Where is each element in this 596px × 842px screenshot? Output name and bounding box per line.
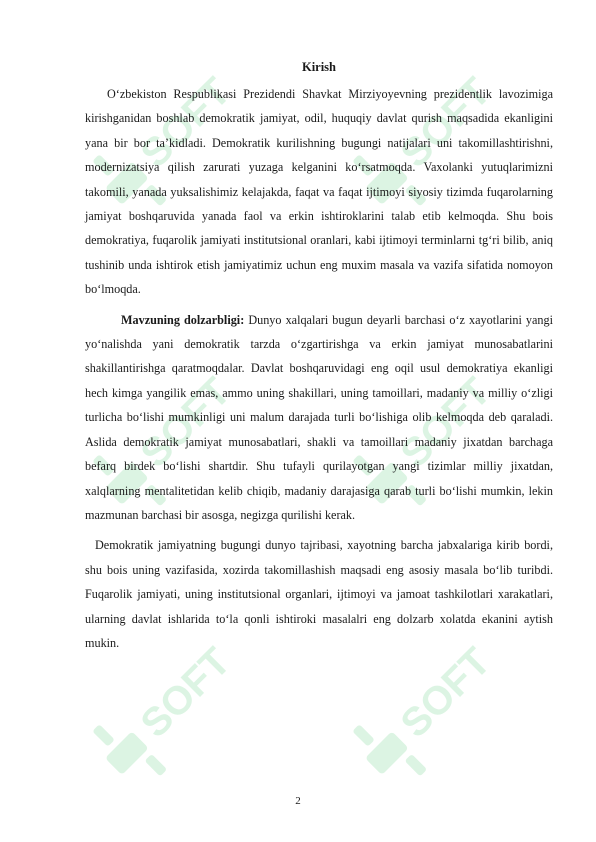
- svg-text:SOFT: SOFT: [392, 639, 500, 747]
- paragraph-relevance: [85, 308, 553, 528]
- document-body: [85, 58, 553, 655]
- paragraph-democracy: Demokratik jamiyatning bugungi dunyo tajribasi, xayotning barcha jabxalariga kirib bordi, shu bois uning vazifasida, xozirda takomillashish maqsadi eng asosiy masala bo‘lib turibdi. Fuqarolik jamiyati, uning institutsional organlari, ijtimoyi va jamoat tashkilotlari xarakatlari, ularning davlat ishlarida to‘la qonli ishtiroki masalalri eng dolzarb xolatda ekanini aytish mukin.: [85, 538, 553, 650]
- relevance-lead: Mavzuning dolzarbligi:: [121, 312, 245, 327]
- svg-text:SOFT: SOFT: [132, 369, 240, 477]
- page-number: 2: [295, 795, 301, 807]
- section-title: Kirish: [301, 60, 337, 74]
- svg-text:SOFT: SOFT: [392, 69, 500, 177]
- svg-text:SOFT: SOFT: [392, 369, 500, 477]
- relevance-text: Dunyo xalqalari bugun deyarli barchasi o‘z xayotlarini yangi yo‘nalishda yani demokratik tarzda o‘zgartirishga va erkin jamiyat munosabatlarini shakillantirishga qaratmoqdalar. Davlat boshqaruvidagi eng oqil usul demokratiya ekanligi hech kimga yangilik emas, ammo uning shakillari, uning tamoillari, madaniy va milliy o‘zligi turlicha bo‘lishi mumkinligi uni malum darajada turli bo‘lishiga olib kelmoqda deb qaraladi. Aslida demokratik jamiyat munosabatlari, shakli va tamoillari madaniy jixatdan barchaga befarq birdek bo‘lishi shartdir. Shu tufayli qurilayotgan yangi tizimlar milliy jixatdan, xalqlarning mentalitetidan kelib chiqib, madaniy darajasiga qarab turli bo‘lishi mumkin, lekin mazmunan barchasi bir asosga, negizga qurilishi kerak.: [85, 312, 553, 522]
- svg-text:SOFT: SOFT: [132, 69, 240, 177]
- paragraph-intro: O‘zbekiston Respublikasi Prezidendi Shavkat Mirziyoyevning prezidentlik lavozimiga kirishganidan boshlab demokratik jamiyat, odil, huquqiy davlat qurish maqsadida ekanligini yana bir bor ta’kidladi. Demokratik kurilishning bugungi natijalari uni takomillashtirishni, modernizatsiya qilish zarurati yuzaga kelganini ko‘rsatmoqda. Vaxolanki yutuqlarimizni takomili, yanada yuksalishimiz kelajakda, faqat va faqat ijtimoyi siyosiy tizimda fuqarolarning jamiyat boshqaruvida yanada faol va erkin ishtiroklarini talab etib kelmoqda. Shu bois demokratiya, fuqarolik jamiyati institutsional oranlari, kabi ijtimoyi terminlarni tg‘ri bilib, aniq tushinib unda ishtirok etish jamiyatimiz uchun eng muxim masala va vazifa sifatida nomoyon bo‘lmoqda.: [85, 87, 553, 297]
- svg-text:SOFT: SOFT: [132, 639, 240, 747]
